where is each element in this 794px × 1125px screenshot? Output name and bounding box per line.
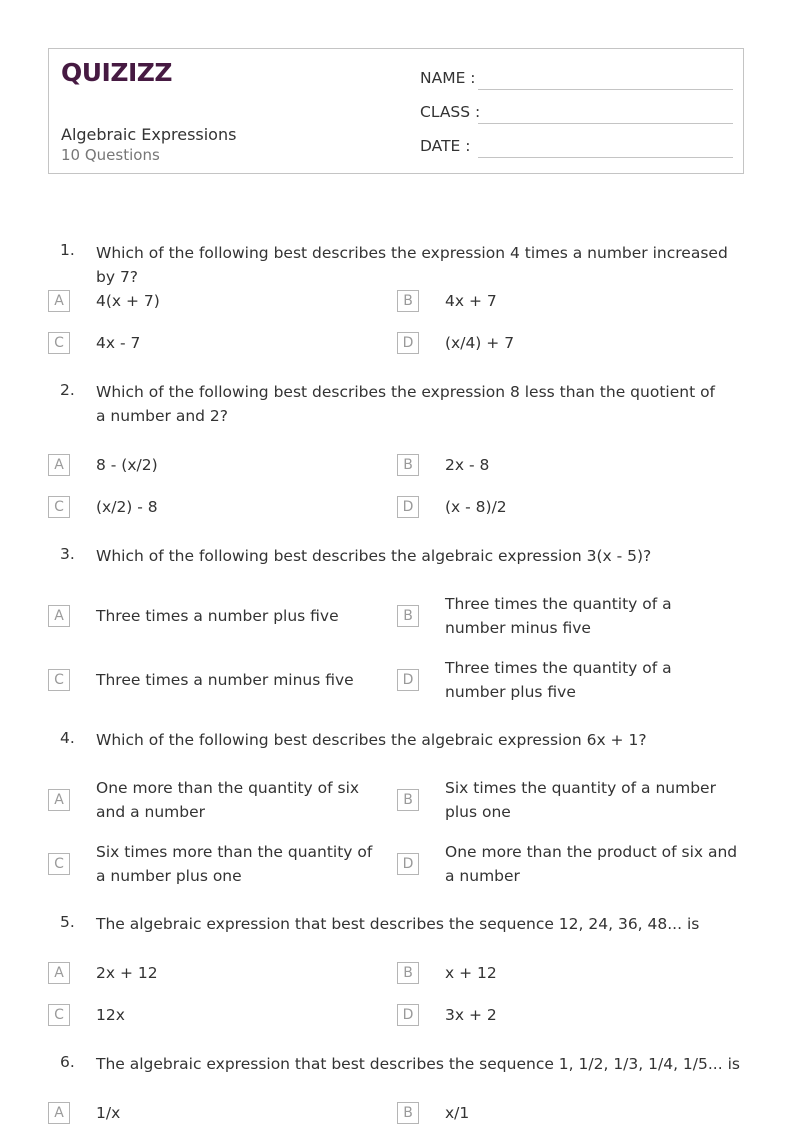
option-a-box[interactable]: A bbox=[48, 605, 70, 627]
option-d-box[interactable]: D bbox=[397, 669, 419, 691]
option-c-text: Three times a number minus five bbox=[96, 671, 354, 689]
option-d-text: One more than the product of six and a number bbox=[445, 843, 738, 885]
option-b-text: Three times the quantity of a number minus five bbox=[445, 595, 672, 637]
question-text: Which of the following best describes the expression 4 times a number increased by 7? bbox=[96, 244, 728, 286]
option-b-text: x + 12 bbox=[445, 964, 497, 982]
option-b-box[interactable]: B bbox=[397, 454, 419, 476]
option-a-box[interactable]: A bbox=[48, 962, 70, 984]
option-a-text: Three times a number plus five bbox=[96, 607, 339, 625]
option-d-text: 3x + 2 bbox=[445, 1006, 497, 1024]
option-b-text: 2x - 8 bbox=[445, 456, 490, 474]
option-b-box[interactable]: B bbox=[397, 1102, 419, 1124]
question-number: 3. bbox=[60, 545, 75, 563]
option-d-text: (x/4) + 7 bbox=[445, 334, 515, 352]
option-d-box[interactable]: D bbox=[397, 853, 419, 875]
question-number: 2. bbox=[60, 381, 75, 399]
option-b-box[interactable]: B bbox=[397, 962, 419, 984]
option-a-text: One more than the quantity of six and a number bbox=[96, 779, 360, 821]
question-text: Which of the following best describes the expression 8 less than the quotient of a number and 2? bbox=[96, 383, 716, 425]
question-number: 1. bbox=[60, 241, 75, 259]
class-label: CLASS : bbox=[420, 103, 481, 121]
option-c-box[interactable]: C bbox=[48, 669, 70, 691]
option-b-text: 4x + 7 bbox=[445, 292, 497, 310]
class-line bbox=[478, 123, 733, 124]
option-c-box[interactable]: C bbox=[48, 496, 70, 518]
question-text: The algebraic expression that best describes the sequence 1, 1/2, 1/3, 1/4, 1/5... is bbox=[96, 1055, 740, 1073]
option-c-box[interactable]: C bbox=[48, 853, 70, 875]
option-a-text: 8 - (x/2) bbox=[96, 456, 158, 474]
question-count: 10 Questions bbox=[61, 146, 160, 164]
option-b-text: x/1 bbox=[445, 1104, 470, 1122]
option-c-box[interactable]: C bbox=[48, 1004, 70, 1026]
question-number: 4. bbox=[60, 729, 75, 747]
quizizz-logo: QUIZIZZ bbox=[61, 58, 173, 87]
option-b-box[interactable]: B bbox=[397, 290, 419, 312]
option-b-box[interactable]: B bbox=[397, 605, 419, 627]
option-c-text: (x/2) - 8 bbox=[96, 498, 158, 516]
option-c-text: 4x - 7 bbox=[96, 334, 141, 352]
option-a-box[interactable]: A bbox=[48, 290, 70, 312]
date-line bbox=[478, 157, 733, 158]
question-text: Which of the following best describes the algebraic expression 3(x - 5)? bbox=[96, 547, 652, 565]
option-a-box[interactable]: A bbox=[48, 1102, 70, 1124]
question-text: The algebraic expression that best describes the sequence 12, 24, 36, 48... is bbox=[96, 915, 700, 933]
question-text: Which of the following best describes the algebraic expression 6x + 1? bbox=[96, 731, 647, 749]
option-d-box[interactable]: D bbox=[397, 496, 419, 518]
option-c-text: Six times more than the quantity of a number plus one bbox=[96, 843, 373, 885]
date-label: DATE : bbox=[420, 137, 471, 155]
option-c-text: 12x bbox=[96, 1006, 125, 1024]
option-d-text: (x - 8)/2 bbox=[445, 498, 507, 516]
option-a-box[interactable]: A bbox=[48, 454, 70, 476]
option-d-box[interactable]: D bbox=[397, 332, 419, 354]
option-d-box[interactable]: D bbox=[397, 1004, 419, 1026]
option-c-box[interactable]: C bbox=[48, 332, 70, 354]
option-a-text: 2x + 12 bbox=[96, 964, 158, 982]
question-number: 6. bbox=[60, 1053, 75, 1071]
option-d-text: Three times the quantity of a number plus five bbox=[445, 659, 672, 701]
option-b-text: Six times the quantity of a number plus one bbox=[445, 779, 716, 821]
question-number: 5. bbox=[60, 913, 75, 931]
worksheet-title: Algebraic Expressions bbox=[61, 125, 237, 144]
worksheet-header bbox=[48, 48, 744, 174]
name-label: NAME : bbox=[420, 69, 476, 87]
option-a-text: 4(x + 7) bbox=[96, 292, 160, 310]
option-a-text: 1/x bbox=[96, 1104, 121, 1122]
name-line bbox=[478, 89, 733, 90]
option-a-box[interactable]: A bbox=[48, 789, 70, 811]
option-b-box[interactable]: B bbox=[397, 789, 419, 811]
